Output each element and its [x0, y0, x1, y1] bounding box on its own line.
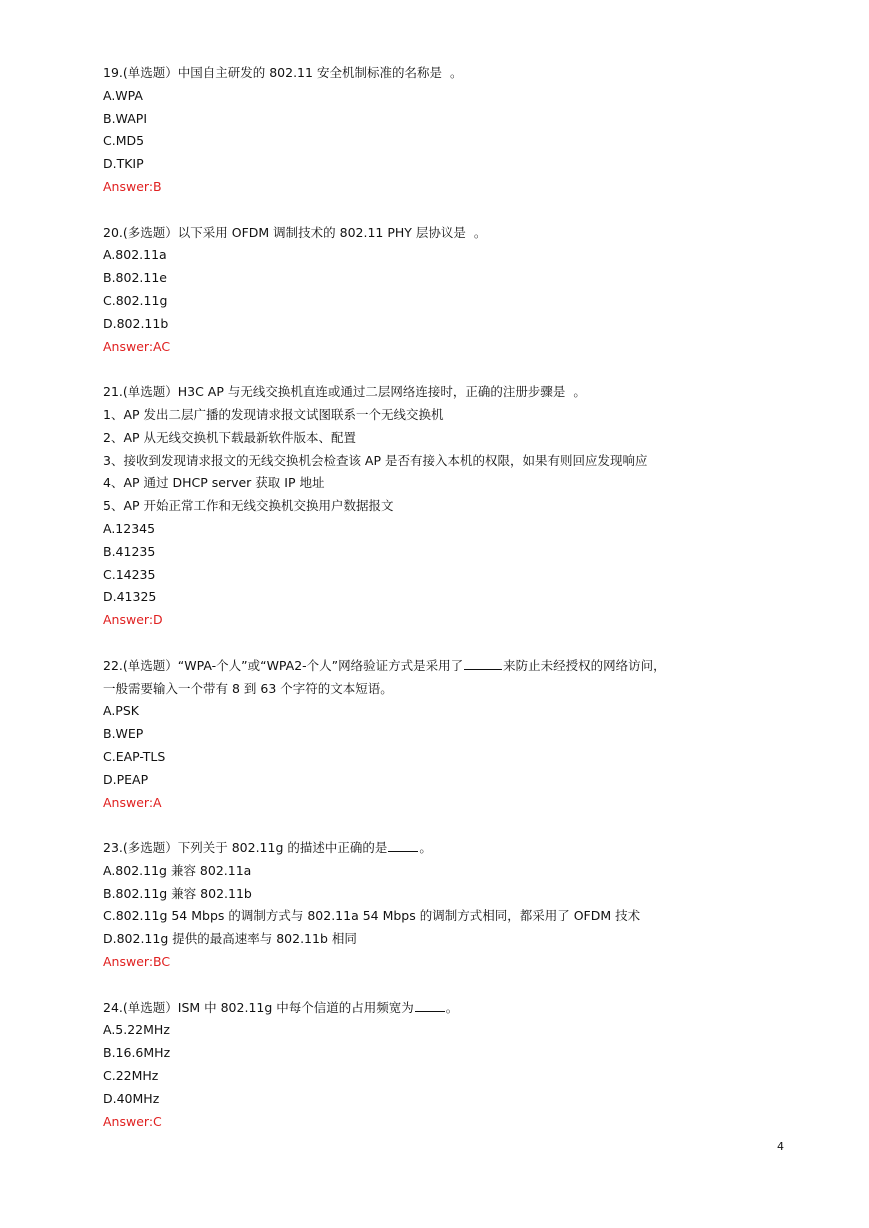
option: B.16.6MHz [103, 1045, 171, 1061]
option: A.802.11a [103, 247, 167, 263]
fill-blank [464, 657, 502, 670]
step: 3、接收到发现请求报文的无线交换机会检查该 AP 是否有接入本机的权限，如果有则回应发现响应 [103, 452, 648, 468]
document-page [103, 62, 803, 1133]
fill-blank [415, 999, 445, 1012]
question-stem: 20.(多选题）以下采用 OFDM 调制技术的 802.11 PHY 层协议是 。 [103, 224, 487, 240]
answer: Answer:AC [103, 338, 171, 354]
step: 1、AP 发出二层广播的发现请求报文试图联系一个无线交换机 [103, 406, 444, 422]
option: A.PSK [103, 703, 139, 719]
answer: Answer:C [103, 1113, 162, 1129]
option: A.12345 [103, 520, 156, 536]
question-23 [103, 837, 803, 997]
option: A.802.11g 兼容 802.11a [103, 862, 252, 878]
option: D.802.11b [103, 315, 169, 331]
step: 4、AP 通过 DHCP server 获取 IP 地址 [103, 475, 325, 491]
fill-blank [388, 839, 418, 852]
option: D.TKIP [103, 156, 144, 172]
question-stem: 23.(多选题）下列关于 802.11g 的描述中正确的是 。 [103, 840, 432, 856]
option: C.802.11g [103, 292, 168, 308]
answer: Answer:BC [103, 954, 171, 970]
option: B.802.11e [103, 270, 167, 286]
question-22 [103, 655, 803, 837]
step: 2、AP 从无线交换机下载最新软件版本、配置 [103, 429, 357, 445]
answer: Answer:A [103, 794, 162, 810]
option: C.14235 [103, 566, 156, 582]
question-21 [103, 381, 803, 655]
question-stem: 21.(单选题）H3C AP 与无线交换机直连或通过二层网络连接时，正确的注册步骤是 。 [103, 384, 586, 400]
option: D.802.11g 提供的最高速率与 802.11b 相同 [103, 931, 357, 947]
question-stem: 24.(单选题）ISM 中 802.11g 中每个信道的占用频宽为 。 [103, 999, 459, 1015]
option: B.WAPI [103, 110, 148, 126]
option: C.MD5 [103, 133, 145, 149]
option: D.PEAP [103, 771, 149, 787]
step: 5、AP 开始正常工作和无线交换机交换用户数据报文 [103, 498, 394, 514]
option: B.41235 [103, 543, 156, 559]
option: C.22MHz [103, 1068, 159, 1084]
answer: Answer:D [103, 612, 163, 628]
option: A.5.22MHz [103, 1022, 170, 1038]
question-stem: 19.(单选题）中国自主研发的 802.11 安全机制标准的名称是 。 [103, 65, 463, 80]
option: D.41325 [103, 589, 157, 605]
option: B.WEP [103, 726, 144, 742]
option: D.40MHz [103, 1090, 160, 1106]
question-stem: 22.(单选题）“WPA-个人”或“WPA2-个人”网络验证方式是采用了 来防止未经授权的网络访问， [103, 657, 666, 673]
question-20 [103, 222, 803, 382]
question-stem-continued: 一般需要输入一个带有 8 到 63 个字符的文本短语。 [103, 680, 393, 696]
question-19 [103, 62, 803, 222]
answer: Answer:B [103, 178, 162, 194]
option: C.802.11g 54 Mbps 的调制方式与 802.11a 54 Mbps 的调制方式相同，都采用了 OFDM 技术 [103, 908, 641, 924]
option: B.802.11g 兼容 802.11b [103, 885, 252, 901]
question-24 [103, 997, 803, 1134]
option: A.WPA [103, 87, 143, 103]
page-number: 4 [777, 1140, 784, 1153]
option: C.EAP-TLS [103, 748, 166, 764]
